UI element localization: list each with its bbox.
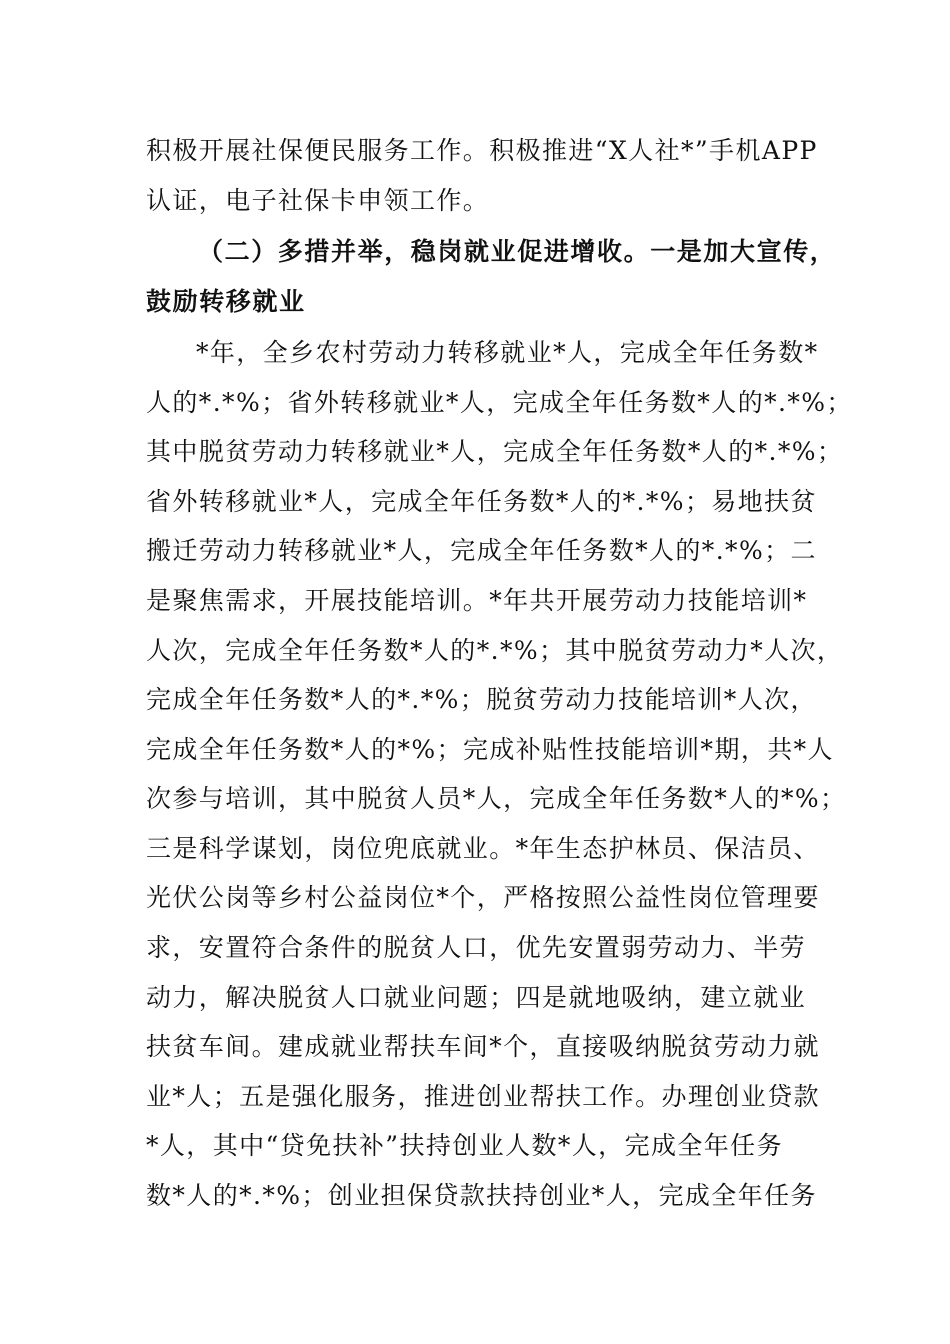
- body-text-line: 是聚焦需求，开展技能培训。*年共开展劳动力技能培训*: [146, 586, 808, 615]
- body-text-line: 次参与培训，其中脱贫人员*人，完成全年任务数*人的*%；: [146, 784, 847, 813]
- body-text-line: 业*人；五是强化服务，推进创业帮扶工作。办理创业贷款: [146, 1082, 820, 1111]
- body-text-line: 求，安置符合条件的脱贫人口，优先安置弱劳动力、半劳: [146, 933, 807, 962]
- body-text-line: *人，其中“贷免扶补”扶持创业人数*人，完成全年任务: [146, 1131, 783, 1160]
- body-text-line: 认证，电子社保卡申领工作。: [146, 186, 490, 215]
- body-text-line: 完成全年任务数*人的*.*%；脱贫劳动力技能培训*人次，: [146, 685, 817, 714]
- body-text-line: 搬迁劳动力转移就业*人，完成全年任务数*人的*.*%；二: [146, 536, 817, 565]
- body-text-line: 光伏公岗等乡村公益岗位*个，严格按照公益性岗位管理要: [146, 883, 820, 912]
- section-heading-continued: 鼓励转移就业: [146, 287, 306, 316]
- body-text-line: 数*人的*.*%；创业担保贷款扶持创业*人，完成全年任务: [146, 1181, 817, 1210]
- body-text-line: 扶贫车间。建成就业帮扶车间*个，直接吸纳脱贫劳动力就: [146, 1032, 820, 1061]
- paragraph-first-line: *年，全乡农村劳动力转移就业*人，完成全年任务数*: [196, 338, 819, 367]
- body-text-line: 三是科学谋划，岗位兜底就业。*年生态护林员、保洁员、: [146, 834, 820, 863]
- body-text-line: 积极开展社保便民服务工作。积极推进“X人社*”手机APP: [146, 136, 818, 165]
- body-text-line: 动力，解决脱贫人口就业问题；四是就地吸纳，建立就业: [146, 983, 807, 1012]
- body-text-line: 人的*.*%；省外转移就业*人，完成全年任务数*人的*.*%；: [146, 388, 853, 417]
- section-heading: （二）多措并举，稳岗就业促进增收。一是加大宣传，: [198, 237, 837, 266]
- body-text-line: 人次，完成全年任务数*人的*.*%；其中脱贫劳动力*人次，: [146, 636, 844, 665]
- body-text-line: 完成全年任务数*人的*%；完成补贴性技能培训*期，共*人: [146, 735, 834, 764]
- body-text-line: 其中脱贫劳动力转移就业*人，完成全年任务数*人的*.*%；: [146, 437, 844, 466]
- body-text-line: 省外转移就业*人，完成全年任务数*人的*.*%；易地扶贫: [146, 487, 817, 516]
